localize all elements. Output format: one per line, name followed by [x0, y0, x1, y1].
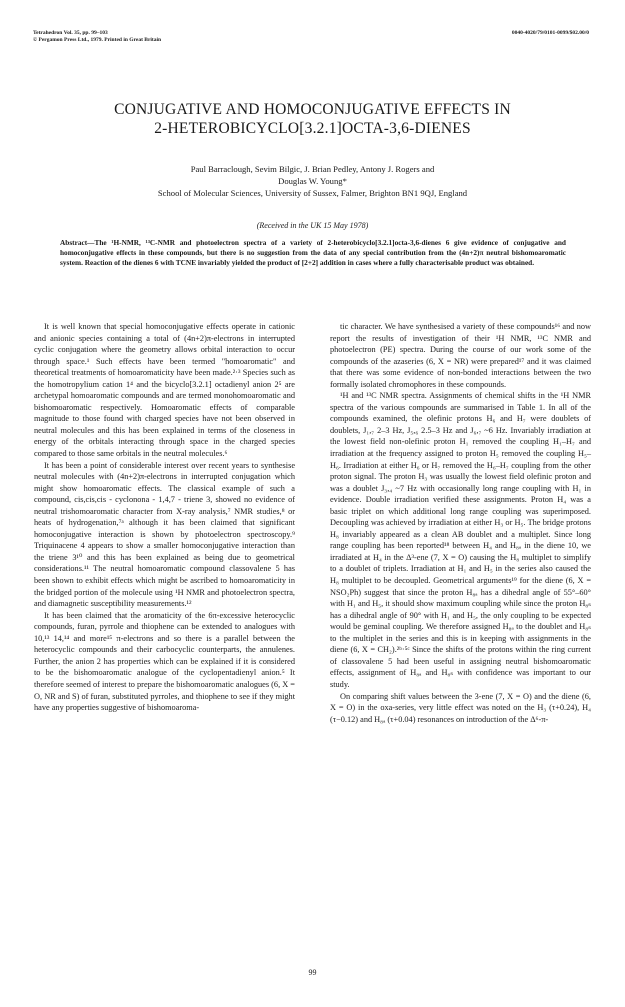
publisher-line: © Pergamon Press Ltd., 1979. Printed in Great Britain	[33, 37, 162, 43]
paragraph: It has been claimed that the aromaticity of the 6π-excessive heterocyclic compounds, furan, pyrrole and thiophene can be extended to analogues with 10,¹³ 14,¹⁴ and more¹⁵ π-electrons and so there is a parallel between the heterocyclic compounds and their carbocyclic counterparts, the annulenes. Further, the anion 2 has properties which can be explained if it is considered to be the bishomoaromatic analogue of the cyclopentadienyl anion.⁵ It therefore seemed of interest to prepare the bishomoaromatic analogues (6, X = O, NR and S) of furan, substituted pyrroles, and thiophene to see if they might have any properties suggestive of bishomoaroma-	[34, 610, 295, 713]
article-title	[0, 100, 625, 138]
paragraph: On comparing shift values between the 3-ene (7, X = O) and the diene (6, X = O) in the oxa-series, very little effect was noted on the H₃ (τ+0.24), H₄ (τ−0.12) and H₈ₐ (τ+0.04) resonances on introduction of the Δ⁶-π-	[330, 691, 591, 724]
paragraph: tic character. We have synthesised a variety of these compounds¹⁶ and now report the results of investigation of their ¹H NMR, ¹³C NMR and photoelectron (PE) spectra. During the course of our work some of the compounds of the azaseries (6, X = NR) were prepared¹⁷ and it was claimed that there was some evidence of non-bonded interactions between the two formally isolated chromophores in these compounds.	[330, 322, 591, 389]
right-column	[330, 321, 591, 725]
journal-citation: Tetrahedron Vol. 35, pp. 99–103	[33, 30, 108, 36]
paragraph: ¹H and ¹³C NMR spectra. Assignments of chemical shifts in the ¹H NMR spectra of the various compounds are summarised in Table 1. In all of the compounds examined, the olefinic protons H₆ and H₇ were doublets of doublets, J₁,₇ 2–3 Hz, J₅,₆ 2.5–3 Hz and J₆,₇ ~6 Hz. Invariably irradiation at the lowest field non-olefinic proton H₁ removed the coupling H₁–H₇ and irradiation at the frequency assigned to proton H₅ removed the coupling H₅–H₆. Irradiation at either H₆ or H₇ removed the H₆–H₇ coupling from the other proton signal. The proton H₃ was usually the lowest field olefinic proton and was a doublet J₃,₄ ~7 Hz with occasionally long range coupling with H₁ in evidence. Double irradiation verified these assignments. Proton H₄ was a basic triplet on which additional long range coupling was superimposed. Decoupling was achieved by irradiation at either H₃ or H₅. The bridge protons H₈ invariably appeared as a clean AB doublet and a multiplet. Since long range coupling has been reported¹⁸ between H₄ and H₈ₐ in the diene 10, we irradiated at H₄ in the Δ³-ene (7, X = O) causing the H₈ multiplet to simplify to a doublet of triplets. Irradiation at H₁ and H₅ in the series also caused the H₈ multiplet to be decoupled. Geometrical arguments¹⁹ for the diene (6, X = NSO₂Ph) suggest that since the proton H₈ₐ has a dihedral angle of 55°–60° with H₁ and H₅, it should show maximum coupling while since the proton H₈ₛ has a dihedral angle of 90° with H₁ and H₅, the only coupling to be expected would be geminal coupling. We therefore assigned H₈ₐ to the doublet and H₈ₛ to the multiplet in the series and this is in keeping with assignments in the diene (6, X = CH₂).²ᵇ·⁵ᶜ Since the shifts of the protons within the ring current of classovalene 5 had been useful in assigning neutral bishomoaromatic effects, assignment of H₈ₐ and H₈ₛ with confidence was important to our study.	[330, 391, 591, 689]
authors-line-1: Paul Barraclough, Sevim Bilgic, J. Brian Pedley, Antony J. Rogers and	[190, 164, 435, 174]
authors-block	[0, 163, 625, 199]
title-line-2: 2-HETEROBICYCLO[3.2.1]OCTA-3,6-DIENES	[154, 120, 471, 137]
title-line-1: CONJUGATIVE AND HOMOCONJUGATIVE EFFECTS IN	[114, 101, 511, 118]
received-date: (Received in the UK 15 May 1978)	[256, 221, 369, 230]
page-number: 99	[308, 968, 317, 977]
left-column	[34, 321, 295, 714]
article-code: 0040-4020/79/0101-0099/$02.00/0	[511, 30, 589, 36]
abstract: Abstract—The ¹H-NMR, ¹³C-NMR and photoelectron spectra of a variety of 2-heterobicyclo[3.2.1]octa-3,6-dienes 6 give evidence of conjugative and homoconjugative effects in these compounds, but there is no suggestion from the data of any special contribution from the (4n+2)π neutral bishomoaromatic system. Reaction of the dienes 6 with TCNE invariably yielded the product of [2+2] addition in cases where a fully characterisable product was obtained.	[60, 238, 566, 267]
journal-header	[33, 30, 161, 44]
paragraph: It has been a point of considerable interest over recent years to synthesise neutral molecules with (4n+2)π-electrons in interrupted conjugation which might show homoaromatic effects. The classical example of such a compound, cis,cis,cis - cyclonona - 1,4,7 - triene 3, showed no evidence of neutral trishomoaromatic character from X-ray analysis,⁷ NMR studies,⁸ or heats of hydrogenation,⁷ᵃ although it has been claimed that significant homoconjugative interaction is shown by photoelectron spectroscopy.⁹ Triquinacene 4 appears to show a smaller homoconjugative interaction than the triene 3¹⁰ and this has been explained as being due to geometrical considerations.¹¹ The neutral homoaromatic compound classovalene 5 has been shown to exhibit effects which might be ascribed to homoaromaticity in the bridged portion of the molecule using ¹H NMR and photoelectron spectra, and diamagnetic susceptibility measurements.¹²	[34, 460, 295, 609]
authors-line-2: Douglas W. Young*	[278, 176, 347, 186]
paragraph: It is well known that special homoconjugative effects operate in cationic and anionic species containing a total of (4n+2)π-electrons in interrupted cyclic conjugation where the geometry allows orbital interaction to occur through space.¹ Such effects have been termed "homoaromatic" and theoretical treatments of homoaromaticity have been made.²·³ Species such as the homotropylium cation 1⁴ and the bicyclo[3.2.1] octadienyl anion 2⁵ are archetypal homoaromatic compounds and are termed monohomoaromatic and bishomoaromatic respectively. Homoaromatic effects of comparable magnitude to those found with charged species have not been observed in neutral molecules and this has been explained in terms of the closeness in energy of the orbitals interacting through space in the charged species compared to those same orbitals in the neutral molecules.⁶	[34, 322, 295, 459]
affiliation: School of Molecular Sciences, University of Sussex, Falmer, Brighton BN1 9QJ, England	[157, 188, 468, 198]
